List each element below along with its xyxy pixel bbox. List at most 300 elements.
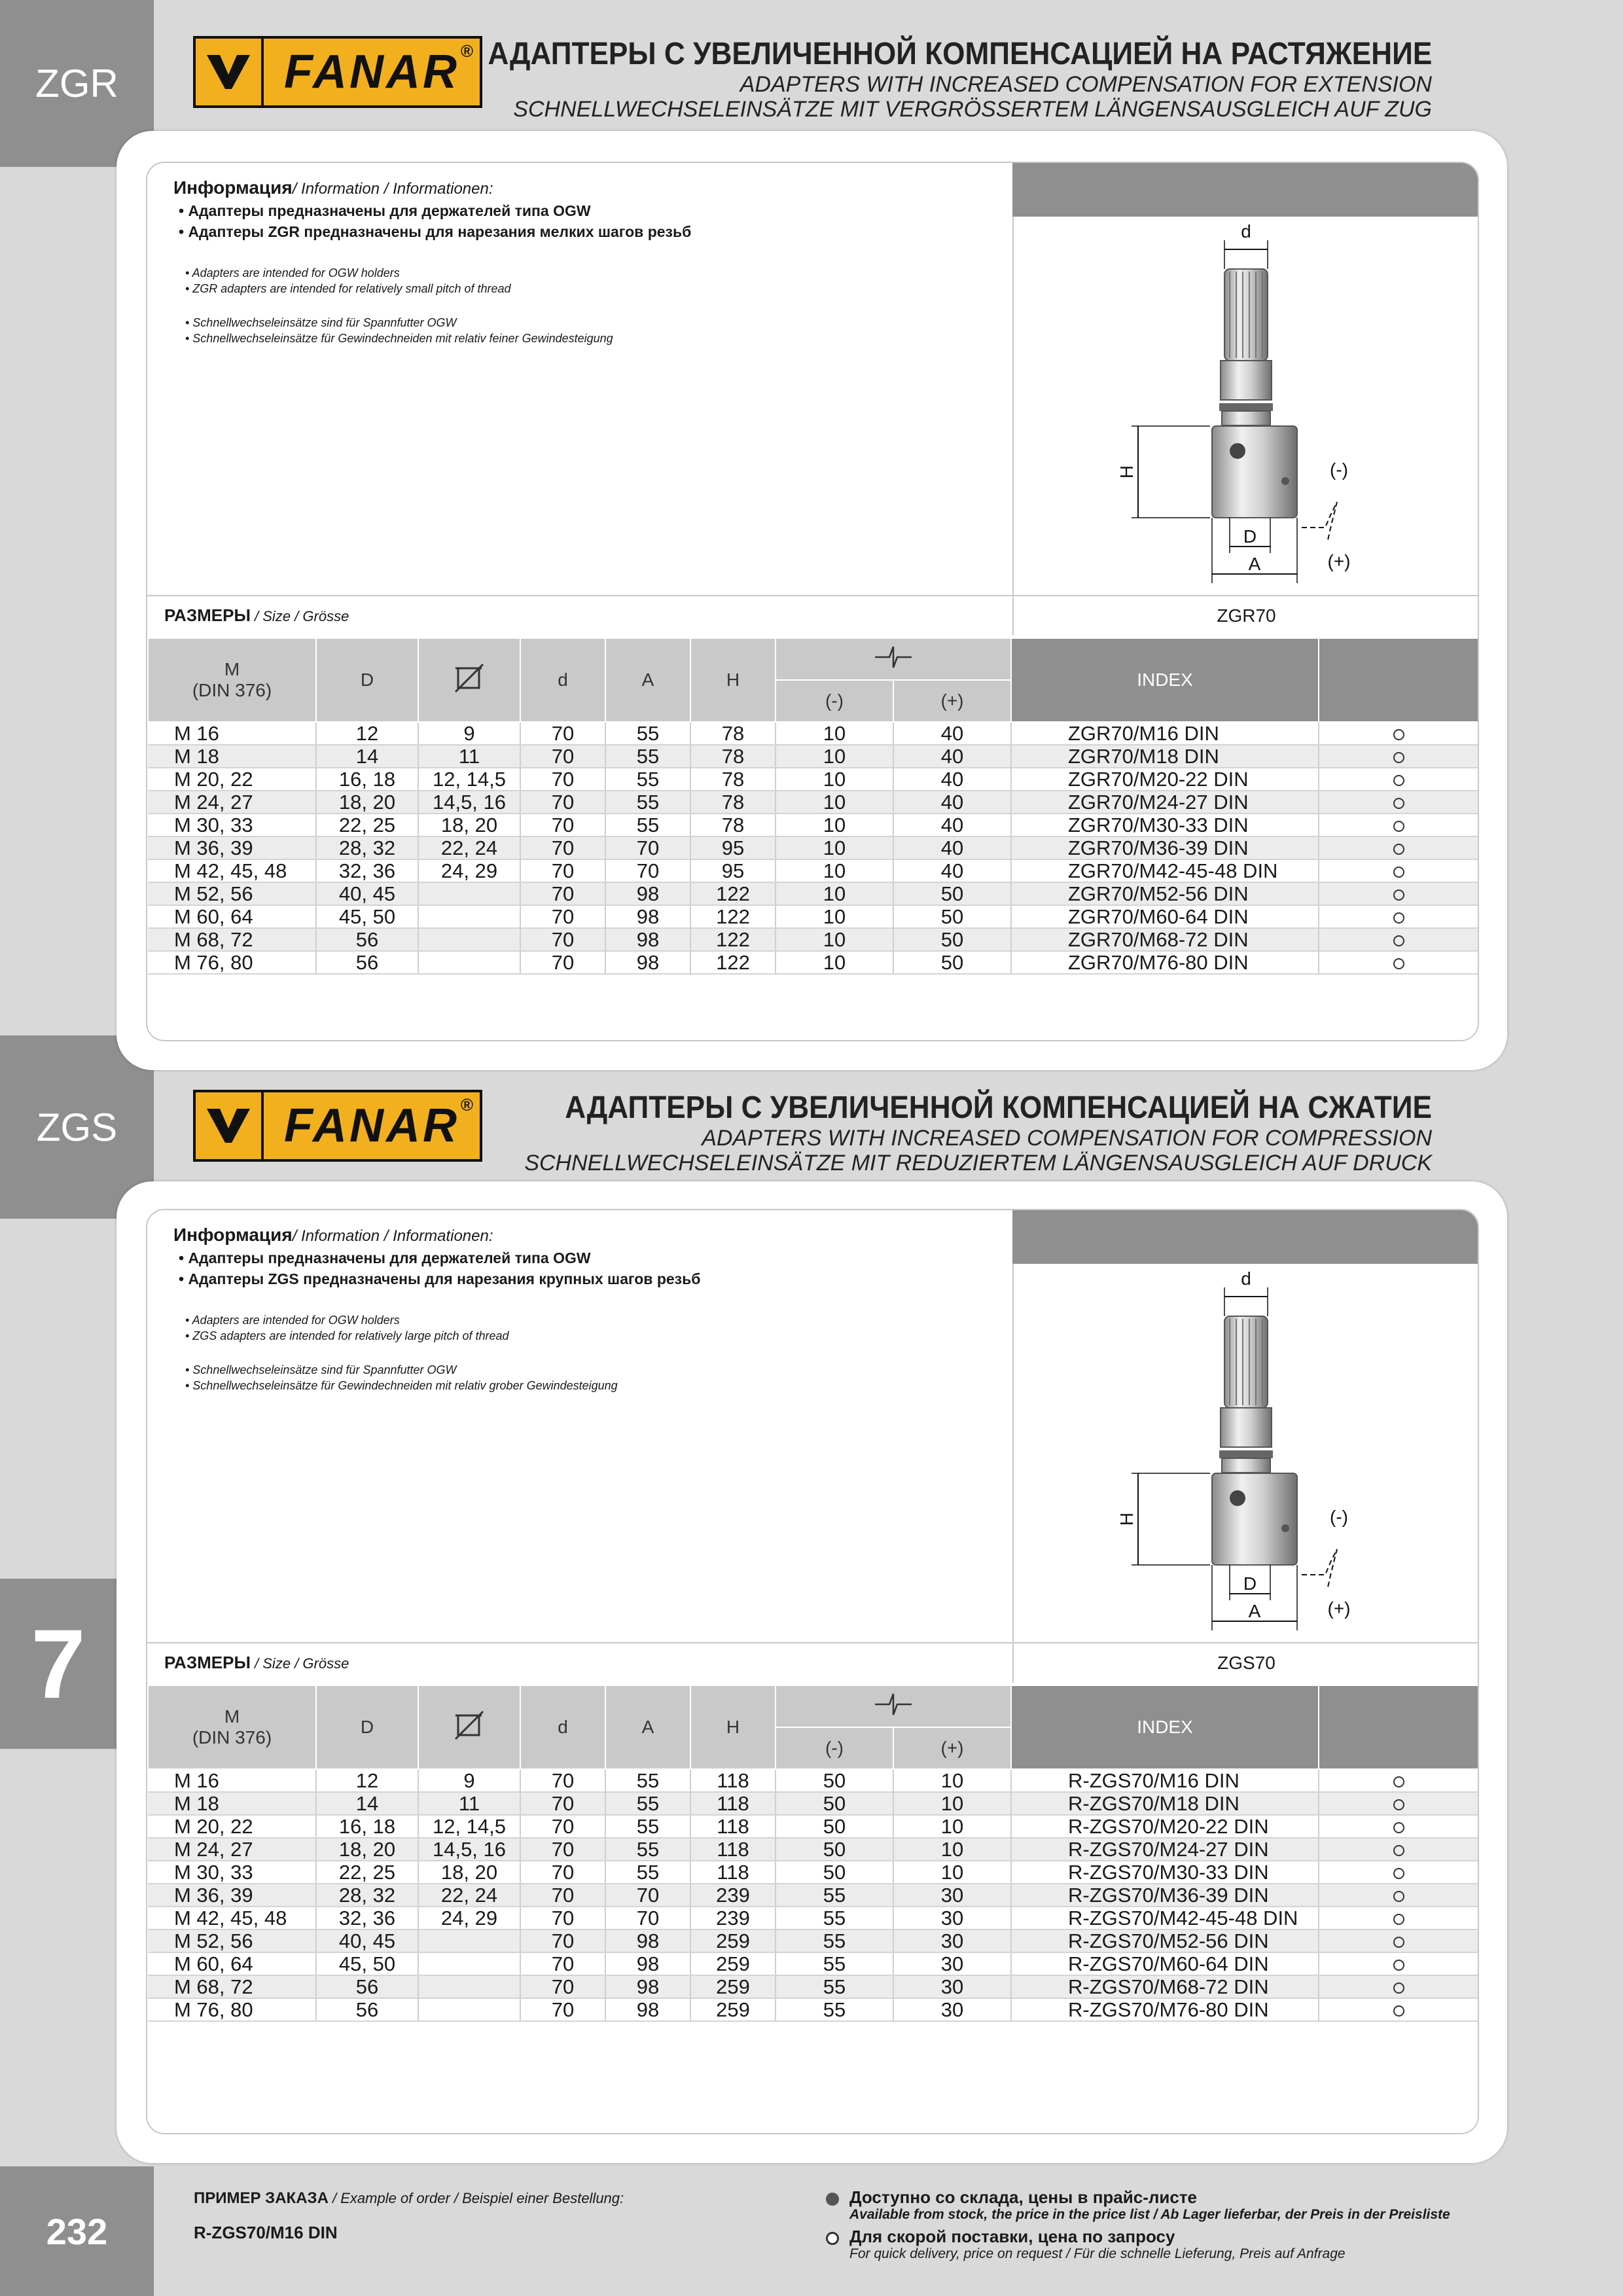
cell-plus: 10 — [893, 1861, 1011, 1884]
cell-plus: 30 — [893, 1907, 1011, 1929]
logo-wordmark: FANAR — [261, 1092, 480, 1159]
cell-availability — [1319, 1838, 1478, 1861]
table-row — [148, 1884, 1478, 1907]
cell-thread-m: M 42, 45, 48 — [148, 1907, 316, 1929]
cell-index: ZGR70/M20-22 DIN — [1011, 768, 1319, 791]
on-request-icon — [1393, 889, 1404, 901]
spec-table — [147, 1685, 1479, 2022]
col-header-H: H — [690, 1685, 776, 1769]
on-request-icon — [1393, 1868, 1404, 1879]
cell-minus: 55 — [776, 1975, 893, 1998]
cell-minus: 10 — [776, 722, 893, 745]
cell-H: 118 — [690, 1815, 776, 1838]
cell-availability — [1319, 1884, 1478, 1907]
cell-thread-m: M 30, 33 — [148, 1861, 316, 1884]
title-de: SCHNELLWECHSELEINSÄTZE MIT VERGRÖSSERTEM LÄNGENSAUSGLEICH AUF ZUG — [513, 97, 1432, 122]
cell-A: 98 — [605, 905, 690, 928]
section-title-zgr — [406, 36, 1432, 122]
table-row — [148, 1929, 1478, 1952]
cell-A: 55 — [605, 791, 690, 814]
cell-thread-m: M 16 — [148, 1769, 316, 1792]
cell-H: 95 — [690, 836, 776, 859]
col-header-plus: (+) — [893, 1727, 1011, 1769]
spec-table — [147, 637, 1479, 975]
cell-shank: 24, 29 — [418, 859, 520, 882]
v-mark-icon — [196, 1092, 261, 1159]
on-request-icon — [1393, 729, 1404, 740]
cell-shank: 12, 14,5 — [418, 1815, 520, 1838]
on-request-icon — [1393, 752, 1404, 763]
cell-H: 118 — [690, 1838, 776, 1861]
cell-availability — [1319, 745, 1478, 768]
cell-d: 70 — [520, 1838, 605, 1861]
sizes-bar — [147, 595, 1478, 636]
cell-D: 12 — [316, 722, 418, 745]
cell-minus: 50 — [776, 1792, 893, 1815]
cell-minus: 55 — [776, 1929, 893, 1952]
cell-d: 70 — [520, 768, 605, 791]
cell-minus: 50 — [776, 1815, 893, 1838]
set-screw — [1230, 1490, 1245, 1506]
cell-D: 18, 20 — [316, 791, 418, 814]
compensation-icon — [874, 1691, 913, 1717]
cell-thread-m: M 68, 72 — [148, 1975, 316, 1998]
cell-d: 70 — [520, 1998, 605, 2021]
col-header-m — [148, 1685, 316, 1769]
cell-d: 70 — [520, 951, 605, 974]
cell-thread-m: M 60, 64 — [148, 1952, 316, 1975]
cell-d: 70 — [520, 905, 605, 928]
set-screw — [1230, 443, 1245, 459]
cell-thread-m: M 52, 56 — [148, 1929, 316, 1952]
sizes-label-en: / Size / Grösse — [250, 1655, 349, 1672]
cell-D: 40, 45 — [316, 1929, 418, 1952]
cell-D: 56 — [316, 1998, 418, 2021]
info-bullet-ru: • Адаптеры предназначены для держателей типа OGW — [179, 202, 591, 219]
cell-thread-m: M 68, 72 — [148, 928, 316, 951]
on-request-icon — [1393, 1960, 1404, 1971]
on-request-icon — [1393, 1776, 1404, 1787]
cell-thread-m: M 36, 39 — [148, 1884, 316, 1907]
cell-plus: 40 — [893, 768, 1011, 791]
cell-D: 14 — [316, 1792, 418, 1815]
cell-A: 70 — [605, 1884, 690, 1907]
chapter-number: 7 — [0, 1579, 116, 1749]
logo-wordmark: FANAR — [261, 39, 480, 105]
cell-plus: 10 — [893, 1815, 1011, 1838]
cell-H: 78 — [690, 768, 776, 791]
title-de: SCHNELLWECHSELEINSÄTZE MIT REDUZIERTEM LÄNGENSAUSGLEICH AUF DRUCK — [524, 1151, 1432, 1175]
col-header-plus: (+) — [893, 680, 1011, 722]
info-bullet-en: • ZGR adapters are intended for relatively small pitch of thread — [185, 282, 511, 295]
cell-plus: 50 — [893, 882, 1011, 905]
dim-label-minus: (-) — [1330, 1507, 1348, 1527]
cell-shank — [418, 951, 520, 974]
cell-D: 16, 18 — [316, 768, 418, 791]
adapter-drawing — [1014, 1264, 1479, 1642]
cell-D: 32, 36 — [316, 1907, 418, 1929]
dim-label-plus: (+) — [1327, 1598, 1351, 1619]
cell-D: 56 — [316, 951, 418, 974]
col-header-D: D — [316, 1685, 418, 1769]
on-request-icon — [1393, 1799, 1404, 1810]
cell-shank: 9 — [418, 1769, 520, 1792]
adapter-neck — [1221, 361, 1272, 400]
cell-d: 70 — [520, 1884, 605, 1907]
on-request-icon — [1393, 844, 1404, 855]
cell-A: 98 — [605, 1929, 690, 1952]
sizes-label — [164, 1653, 349, 1673]
cell-thread-m: M 76, 80 — [148, 951, 316, 974]
cell-d: 70 — [520, 836, 605, 859]
cell-A: 55 — [605, 1792, 690, 1815]
on-request-icon — [1393, 2005, 1404, 2017]
col-header-A: A — [605, 1685, 690, 1769]
cell-shank: 22, 24 — [418, 1884, 520, 1907]
cell-H: 122 — [690, 905, 776, 928]
cell-A: 70 — [605, 1907, 690, 1929]
cell-A: 55 — [605, 1769, 690, 1792]
cell-availability — [1319, 1929, 1478, 1952]
cell-minus: 10 — [776, 882, 893, 905]
compensation-icon — [874, 644, 913, 670]
dim-label-d: d — [1241, 1268, 1251, 1289]
cell-availability — [1319, 836, 1478, 859]
cell-index: ZGR70/M36-39 DIN — [1011, 836, 1319, 859]
info-bullet-de: • Schnellwechseleinsätze sind für Spannfutter OGW — [185, 316, 457, 329]
legend-request-ru: Для скорой поставки, цена по запросу — [849, 2227, 1175, 2246]
cell-H: 118 — [690, 1769, 776, 1792]
cell-availability — [1319, 1952, 1478, 1975]
col-header-availability — [1319, 638, 1478, 722]
cell-H: 78 — [690, 814, 776, 836]
info-bullet-de: • Schnellwechseleinsätze für Gewindechneiden mit relativ grober Gewindesteigung — [185, 1379, 618, 1392]
adapter-body — [1212, 1473, 1297, 1565]
cell-index: ZGR70/M30-33 DIN — [1011, 814, 1319, 836]
cell-shank: 9 — [418, 722, 520, 745]
cell-shank — [418, 905, 520, 928]
cell-index: R-ZGS70/M20-22 DIN — [1011, 1815, 1319, 1838]
cell-H: 259 — [690, 1975, 776, 1998]
on-request-icon — [1393, 912, 1404, 924]
cell-D: 56 — [316, 1975, 418, 1998]
cell-shank — [418, 1952, 520, 1975]
cell-H: 78 — [690, 745, 776, 768]
cell-index: ZGR70/M52-56 DIN — [1011, 882, 1319, 905]
table-row — [148, 951, 1478, 974]
cell-availability — [1319, 722, 1478, 745]
cell-index: R-ZGS70/M18 DIN — [1011, 1792, 1319, 1815]
dim-label-H: H — [1116, 465, 1137, 479]
cell-minus: 50 — [776, 1838, 893, 1861]
cell-availability — [1319, 905, 1478, 928]
info-heading-ru: Информация — [173, 1225, 293, 1245]
cell-minus: 10 — [776, 791, 893, 814]
on-request-icon — [1393, 1982, 1404, 1994]
cell-shank: 14,5, 16 — [418, 1838, 520, 1861]
cell-index: ZGR70/M18 DIN — [1011, 745, 1319, 768]
cell-plus: 50 — [893, 905, 1011, 928]
cell-plus: 40 — [893, 791, 1011, 814]
cell-shank — [418, 882, 520, 905]
cell-H: 122 — [690, 951, 776, 974]
on-request-icon — [1393, 1822, 1404, 1833]
cell-plus: 10 — [893, 1792, 1011, 1815]
cell-shank — [418, 928, 520, 951]
cell-plus: 40 — [893, 745, 1011, 768]
fanar-logo — [193, 1090, 482, 1162]
cell-d: 70 — [520, 882, 605, 905]
dim-label-plus: (+) — [1327, 551, 1351, 571]
col-header-m-label: M — [224, 659, 240, 679]
cell-availability — [1319, 768, 1478, 791]
table-row — [148, 1838, 1478, 1861]
cell-availability — [1319, 791, 1478, 814]
dim-label-A: A — [1248, 554, 1261, 574]
adapter-body — [1212, 426, 1297, 518]
cell-d: 70 — [520, 814, 605, 836]
cell-availability — [1319, 928, 1478, 951]
cell-A: 55 — [605, 722, 690, 745]
title-en: ADAPTERS WITH INCREASED COMPENSATION FOR COMPRESSION — [702, 1126, 1432, 1151]
col-header-shank-icon — [418, 638, 520, 722]
order-example-code: R-ZGS70/M16 DIN — [194, 2223, 338, 2242]
product-drawing-area — [1012, 217, 1479, 595]
cell-index: ZGR70/M16 DIN — [1011, 722, 1319, 745]
cell-H: 122 — [690, 882, 776, 905]
spline-shank — [1224, 269, 1268, 361]
dim-label-d: d — [1241, 221, 1251, 242]
cell-shank — [418, 1929, 520, 1952]
cell-thread-m: M 18 — [148, 745, 316, 768]
info-heading-ru: Информация — [173, 177, 293, 198]
cell-index: R-ZGS70/M76-80 DIN — [1011, 1998, 1319, 2021]
section-tab-label: ZGR — [35, 62, 118, 105]
on-request-icon — [1393, 1891, 1404, 1902]
square-shank-icon — [454, 1710, 484, 1740]
cell-A: 55 — [605, 745, 690, 768]
cell-d: 70 — [520, 1792, 605, 1815]
dim-label-minus: (-) — [1330, 459, 1348, 480]
col-header-minus: (-) — [776, 1727, 893, 1769]
section-title-zgs — [490, 1090, 1432, 1175]
cell-minus: 10 — [776, 951, 893, 974]
table-row — [148, 1907, 1478, 1929]
page-number: 232 — [0, 2166, 154, 2296]
cell-plus: 10 — [893, 1769, 1011, 1792]
cell-A: 98 — [605, 1952, 690, 1975]
info-bullet-de: • Schnellwechseleinsätze sind für Spannfutter OGW — [185, 1363, 457, 1376]
cell-plus: 40 — [893, 859, 1011, 882]
cell-d: 70 — [520, 722, 605, 745]
on-request-icon — [1393, 821, 1404, 832]
cell-minus: 10 — [776, 814, 893, 836]
table-row — [148, 1975, 1478, 1998]
cell-D: 14 — [316, 745, 418, 768]
cell-index: R-ZGS70/M68-72 DIN — [1011, 1975, 1319, 1998]
cell-d: 70 — [520, 1769, 605, 1792]
cell-d: 70 — [520, 928, 605, 951]
model-label: ZGS70 — [1012, 1643, 1479, 1683]
on-request-icon — [1393, 1914, 1404, 1925]
cell-shank: 24, 29 — [418, 1907, 520, 1929]
cell-index: R-ZGS70/M60-64 DIN — [1011, 1952, 1319, 1975]
cell-shank: 11 — [418, 745, 520, 768]
info-bullet-en: • Adapters are intended for OGW holders — [185, 1314, 400, 1327]
info-bullet-ru: • Адаптеры предназначены для держателей типа OGW — [179, 1249, 591, 1266]
cell-D: 22, 25 — [316, 1861, 418, 1884]
cell-plus: 30 — [893, 1998, 1011, 2021]
info-bullet-de: • Schnellwechseleinsätze für Gewindechneiden mit relativ feiner Gewindesteigung — [185, 332, 613, 345]
section-tab-label: ZGS — [36, 1105, 118, 1149]
table-row — [148, 1998, 1478, 2021]
cell-A: 55 — [605, 1861, 690, 1884]
info-heading — [173, 1225, 493, 1246]
info-heading — [173, 177, 493, 198]
cell-A: 98 — [605, 882, 690, 905]
col-header-d: d — [520, 1685, 605, 1769]
cell-availability — [1319, 1861, 1478, 1884]
cell-H: 239 — [690, 1907, 776, 1929]
compensation-arrow — [1302, 1549, 1337, 1587]
cell-thread-m: M 52, 56 — [148, 882, 316, 905]
product-panel-zgr — [146, 162, 1479, 1041]
table-row — [148, 722, 1478, 745]
cell-d: 70 — [520, 1815, 605, 1838]
cell-A: 55 — [605, 1838, 690, 1861]
table-row — [148, 859, 1478, 882]
filled-dot-icon — [826, 2193, 839, 2206]
dim-label-D: D — [1243, 526, 1257, 547]
cell-A: 70 — [605, 859, 690, 882]
table-row — [148, 905, 1478, 928]
cell-D: 32, 36 — [316, 859, 418, 882]
cell-minus: 10 — [776, 928, 893, 951]
cell-index: ZGR70/M60-64 DIN — [1011, 905, 1319, 928]
ring-groove — [1219, 403, 1273, 411]
table-row — [148, 791, 1478, 814]
cell-shank: 14,5, 16 — [418, 791, 520, 814]
sizes-label — [164, 605, 349, 626]
cell-plus: 50 — [893, 928, 1011, 951]
cell-H: 118 — [690, 1792, 776, 1815]
cell-A: 55 — [605, 768, 690, 791]
info-bullet-ru: • Адаптеры ZGR предназначены для нарезания мелких шагов резьб — [179, 223, 692, 240]
cell-D: 28, 32 — [316, 836, 418, 859]
cell-D: 16, 18 — [316, 1815, 418, 1838]
hollow-dot-icon — [826, 2232, 839, 2245]
on-request-icon — [1393, 798, 1404, 809]
dim-label-D: D — [1243, 1573, 1257, 1594]
table-row — [148, 836, 1478, 859]
cell-minus: 50 — [776, 1861, 893, 1884]
image-header-bar — [1012, 1210, 1478, 1264]
legend-stock-ru: Доступно со склада, цены в прайс-листе — [849, 2187, 1198, 2207]
registered-mark: ® — [460, 1095, 473, 1115]
sizes-label-ru: РАЗМЕРЫ — [164, 1653, 251, 1672]
sizes-bar — [147, 1642, 1478, 1683]
cell-thread-m: M 18 — [148, 1792, 316, 1815]
col-header-minus: (-) — [776, 680, 893, 722]
cell-minus: 10 — [776, 745, 893, 768]
cell-availability — [1319, 1975, 1478, 1998]
cell-thread-m: M 24, 27 — [148, 1838, 316, 1861]
cell-d: 70 — [520, 1975, 605, 1998]
col-header-m-sub: (DIN 376) — [192, 1727, 272, 1748]
col-header-compensation-icon — [776, 1685, 1011, 1727]
on-request-icon — [1393, 775, 1404, 786]
cell-H: 259 — [690, 1952, 776, 1975]
cell-D: 56 — [316, 928, 418, 951]
cell-shank: 18, 20 — [418, 814, 520, 836]
cell-H: 78 — [690, 722, 776, 745]
cell-d: 70 — [520, 1952, 605, 1975]
title-en: ADAPTERS WITH INCREASED COMPENSATION FOR EXTENSION — [740, 72, 1432, 97]
col-header-m-sub: (DIN 376) — [192, 680, 272, 700]
order-label-ru: ПРИМЕР ЗАКАЗА — [194, 2189, 329, 2207]
order-example-label — [194, 2189, 624, 2208]
cell-index: ZGR70/M24-27 DIN — [1011, 791, 1319, 814]
cell-shank: 18, 20 — [418, 1861, 520, 1884]
cell-shank: 22, 24 — [418, 836, 520, 859]
col-header-A: A — [605, 638, 690, 722]
cell-minus: 55 — [776, 1952, 893, 1975]
image-header-bar — [1012, 163, 1478, 217]
cell-plus: 30 — [893, 1975, 1011, 1998]
table-row — [148, 1861, 1478, 1884]
adapter-drawing — [1014, 217, 1479, 595]
info-bullet-en: • ZGS adapters are intended for relatively large pitch of thread — [185, 1329, 509, 1342]
table-row — [148, 928, 1478, 951]
col-header-shank-icon — [418, 1685, 520, 1769]
table-row — [148, 745, 1478, 768]
cell-plus: 30 — [893, 1929, 1011, 1952]
cell-index: R-ZGS70/M36-39 DIN — [1011, 1884, 1319, 1907]
col-header-d: d — [520, 638, 605, 722]
title-ru: АДАПТЕРЫ С УВЕЛИЧЕННОЙ КОМПЕНСАЦИЕЙ НА РАСТЯЖЕНИЕ — [488, 37, 1432, 71]
cell-thread-m: M 42, 45, 48 — [148, 859, 316, 882]
cell-plus: 50 — [893, 951, 1011, 974]
cell-D: 22, 25 — [316, 814, 418, 836]
registered-mark: ® — [460, 41, 473, 61]
cell-plus: 40 — [893, 814, 1011, 836]
cell-H: 259 — [690, 1929, 776, 1952]
info-heading-en: / Information / Informationen: — [292, 1227, 493, 1245]
cell-availability — [1319, 1769, 1478, 1792]
legend-stock-en: Available from stock, the price in the price list / Ab Lager lieferbar, der Preis in der Preisliste — [849, 2207, 1450, 2222]
cell-minus: 55 — [776, 1998, 893, 2021]
cell-shank — [418, 1975, 520, 1998]
on-request-icon — [1393, 867, 1404, 878]
cell-thread-m: M 20, 22 — [148, 768, 316, 791]
on-request-icon — [1393, 1845, 1404, 1856]
cell-shank — [418, 1998, 520, 2021]
cell-index: R-ZGS70/M24-27 DIN — [1011, 1838, 1319, 1861]
cell-minus: 10 — [776, 905, 893, 928]
cell-index: ZGR70/M76-80 DIN — [1011, 951, 1319, 974]
cell-H: 95 — [690, 859, 776, 882]
dim-label-A: A — [1248, 1601, 1261, 1621]
table-row — [148, 1769, 1478, 1792]
cell-A: 98 — [605, 928, 690, 951]
cell-minus: 55 — [776, 1884, 893, 1907]
col-header-m-label: M — [224, 1706, 240, 1727]
cell-plus: 40 — [893, 836, 1011, 859]
cell-minus: 10 — [776, 836, 893, 859]
col-header-m — [148, 638, 316, 722]
table-row — [148, 768, 1478, 791]
model-label: ZGR70 — [1012, 596, 1479, 636]
